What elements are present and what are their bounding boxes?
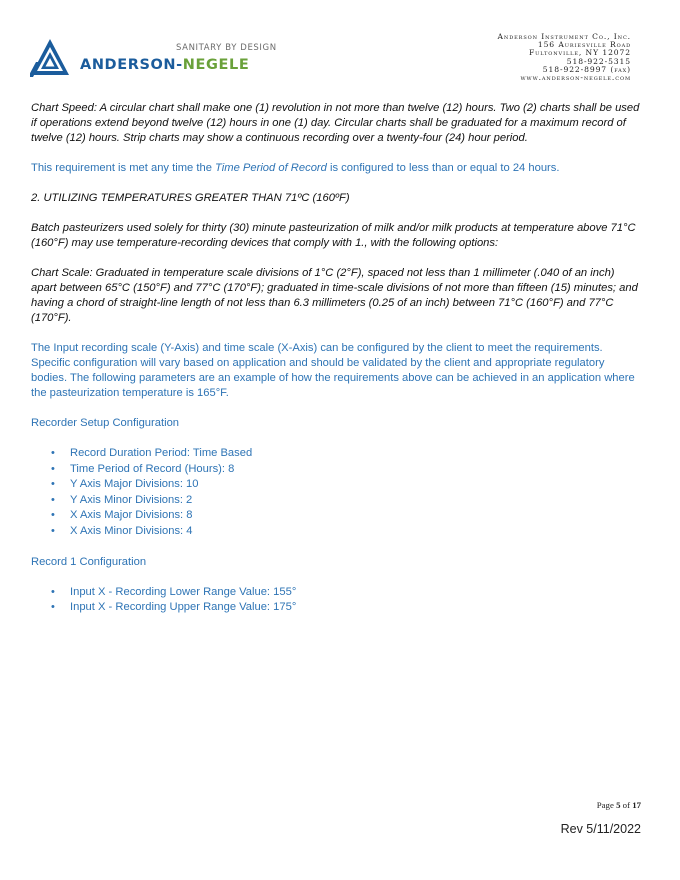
list-item: • Y Axis Major Divisions: 10 bbox=[70, 477, 643, 493]
list-item: • X Axis Major Divisions: 8 bbox=[70, 508, 643, 524]
chart-scale-paragraph: Chart Scale: Graduated in temperature scale divisions of 1°C (2°F), spaced not less than 1 millimeter (.040 of an inch) apart between 65°C (150°F) and 77°C (170°F); graduated in time-scale divisions of not more than fifteen (15) minutes; and having a chord of straight-line length of not less than 6.3 millimeters (0.25 of an inch) between 71°C (160°F) and 77°C (170°F). bbox=[31, 267, 638, 324]
record1-config-title: Record 1 Configuration bbox=[31, 555, 147, 568]
record1-config-list bbox=[31, 585, 643, 616]
revision-date: Rev 5/11/2022 bbox=[560, 822, 641, 836]
document-body bbox=[31, 101, 643, 616]
logo-wordmark bbox=[80, 57, 249, 73]
company-address bbox=[498, 33, 631, 82]
section-heading-temperatures: 2. UTILIZING TEMPERATURES GREATER THAN 71ºC (160ºF) bbox=[31, 192, 350, 204]
requirement-met-text: This requirement is met any time the bbox=[31, 162, 216, 174]
recorder-setup-title: Recorder Setup Configuration bbox=[31, 417, 180, 429]
requirement-met-paragraph bbox=[31, 161, 643, 176]
requirement-met-text-end: is configured to less than or equal to 24 hours. bbox=[326, 162, 560, 174]
page-number-label: Page bbox=[596, 800, 617, 810]
logo-tagline: SANITARY BY DESIGN bbox=[176, 43, 277, 53]
page-of-label: of bbox=[620, 800, 633, 810]
page-current: 5 bbox=[616, 800, 621, 810]
batch-pasteurizers-paragraph: Batch pasteurizers used solely for thirty (30) minute pasteurization of milk and/or milk products at temperature above 71°C (160°F) may use temperature-recording devices that comply with 1., with the following options: bbox=[31, 222, 636, 249]
recorder-setup-list bbox=[31, 446, 643, 540]
list-item: • Time Period of Record (Hours): 8 bbox=[70, 462, 643, 478]
list-item: • Input X - Recording Lower Range Value: 155° bbox=[70, 585, 643, 601]
address-web[interactable]: www.anderson-negele.com bbox=[520, 73, 631, 83]
address-city: Fultonville, NY 12072 bbox=[528, 48, 631, 58]
chart-speed-paragraph: Chart Speed: A circular chart shall make one (1) revolution in not more than twelve (12) hours. Two (2) charts shall be used if operations extend beyond twelve (12) hours in one (1) day. Circular charts shall be graduated for a maximum record of twelve (12) hours. Strip charts may show a continuous recording over a twenty-four (24) hour period. bbox=[31, 102, 640, 144]
list-item: • Record Duration Period: Time Based bbox=[70, 446, 643, 462]
page-number bbox=[597, 800, 641, 810]
address-phone: 518-922-5315 bbox=[566, 56, 631, 66]
anderson-negele-logo-icon bbox=[30, 38, 70, 78]
company-logo bbox=[30, 38, 277, 78]
address-street: 156 Auriesville Road bbox=[537, 40, 631, 50]
logo-name-anderson: ANDERSON- bbox=[80, 57, 183, 73]
page-total: 17 bbox=[632, 800, 641, 810]
list-item: • X Axis Minor Divisions: 4 bbox=[70, 524, 643, 540]
list-item: • Input X - Recording Upper Range Value: 175° bbox=[70, 600, 643, 616]
list-item: • Y Axis Minor Divisions: 2 bbox=[70, 493, 643, 509]
address-company: Anderson Instrument Co., Inc. bbox=[497, 32, 631, 41]
input-scale-paragraph: The Input recording scale (Y-Axis) and time scale (X-Axis) can be configured by the client to meet the requirements. Specific configuration will vary based on application and should be validated by the client and appropriate regulatory bodies. The following parameters are an example of how the requirements above can be achieved in an application where the pasteurization temperature is 165°F. bbox=[31, 342, 635, 399]
logo-name-negele: NEGELE bbox=[182, 57, 250, 73]
time-period-of-record-term: Time Period of Record bbox=[215, 162, 327, 174]
address-fax: 518-922-8997 (fax) bbox=[542, 64, 631, 74]
